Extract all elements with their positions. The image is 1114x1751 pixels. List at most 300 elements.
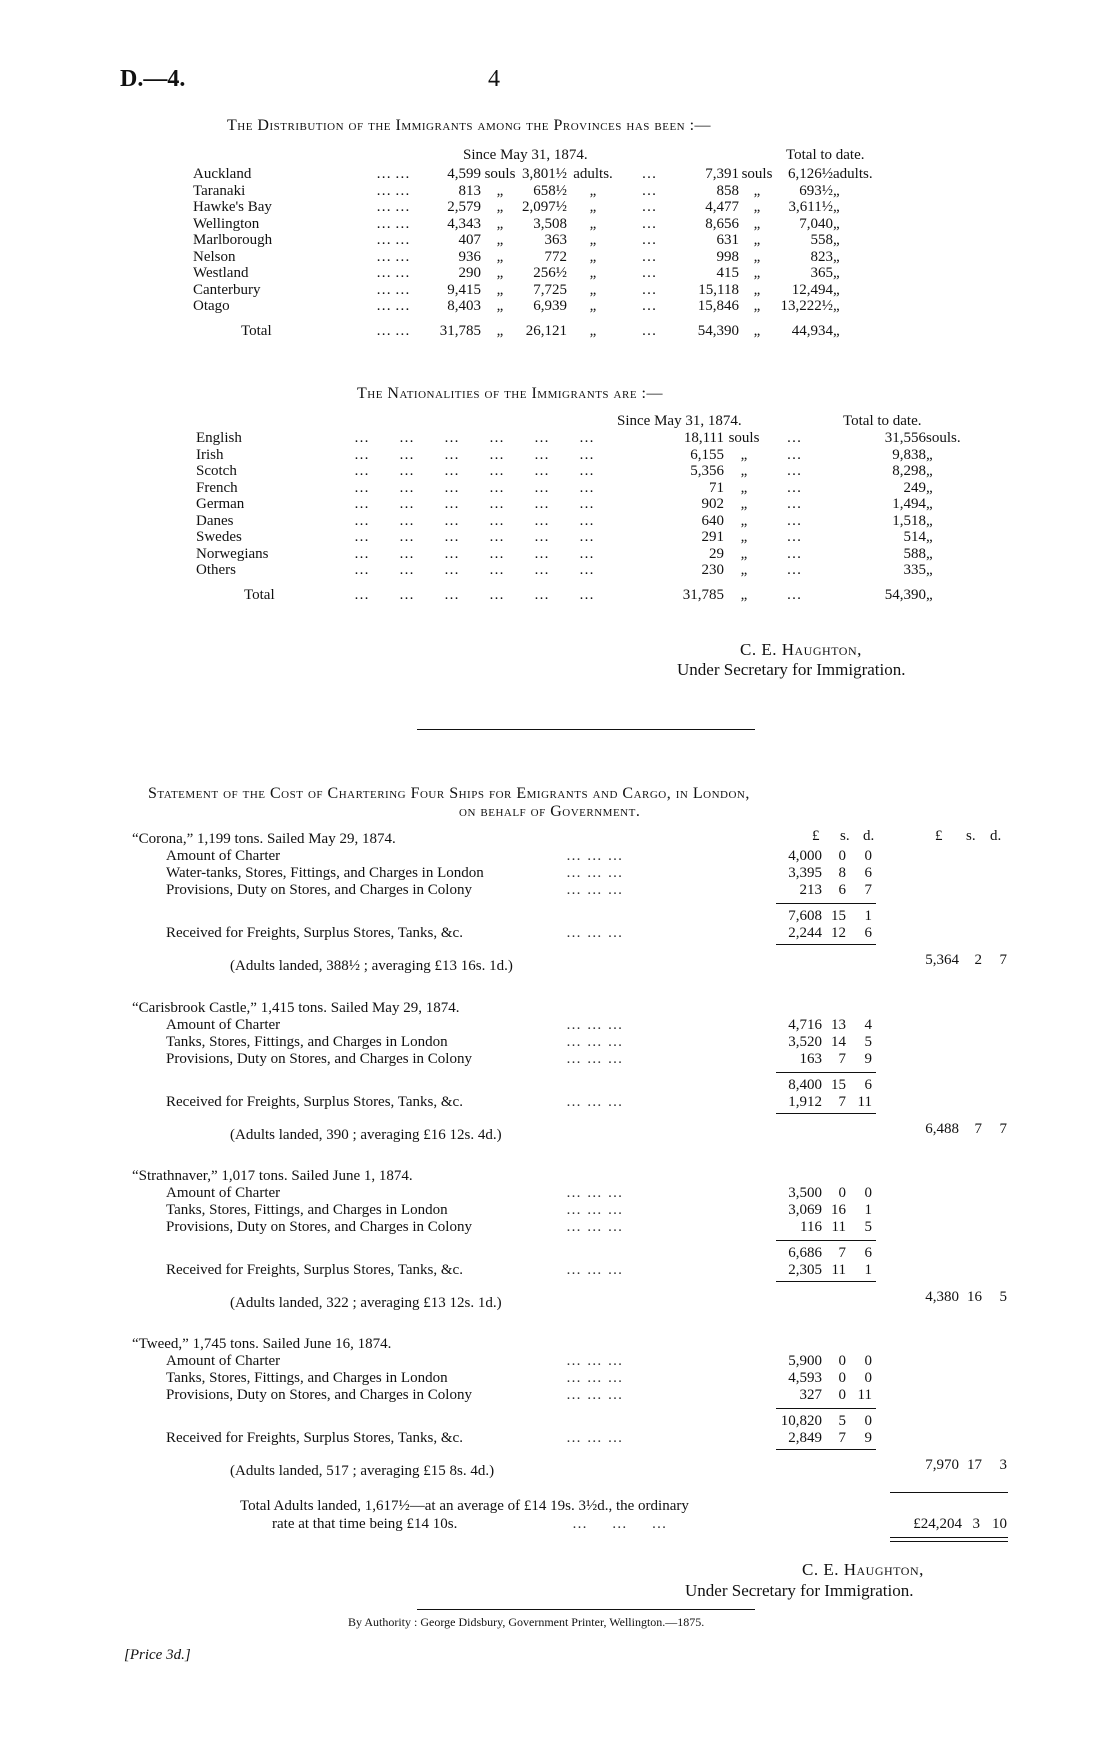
since-unit: „ (740, 479, 748, 496)
adults-landed-note: (Adults landed, 517 ; averaging £15 8s. 4d.) (230, 1463, 495, 1479)
since-unit: „ (496, 281, 504, 298)
since-unit: „ (740, 512, 748, 529)
net-pounds: 7,970 (925, 1457, 959, 1473)
cost-item-label: Provisions, Duty on Stores, and Charges in Colony (166, 882, 472, 898)
net-pence: 7 (999, 1121, 1007, 1137)
received-label: Received for Freights, Surplus Stores, Tanks, &c. (166, 1430, 463, 1446)
cost-item-pence: 0 (864, 1353, 872, 1369)
cost-item-label: Tanks, Stores, Fittings, and Charges in London (166, 1370, 448, 1386)
cost-item-shillings: 0 (838, 1370, 846, 1386)
leader-dots: … (786, 430, 802, 446)
page-number: 4 (488, 66, 500, 92)
leader-dots: … (641, 281, 657, 298)
price: [Price 3d.] (124, 1647, 191, 1663)
leader-dots: … … … … … … (354, 479, 594, 496)
since-adults: 3,508 (533, 215, 567, 232)
t-unit: „ (753, 215, 761, 232)
leader-dots: … … (376, 215, 410, 232)
subtotal-pence: 1 (864, 908, 872, 924)
subtotal-rule (776, 903, 876, 904)
since-unit: „ (740, 562, 748, 578)
cost-item-pounds: 4,716 (788, 1017, 822, 1033)
subtotal-shillings: 15 (831, 908, 846, 924)
t-unit2: „ (833, 323, 840, 340)
since-unit2: „ (589, 199, 597, 215)
subtotal-shillings: 5 (838, 1413, 846, 1429)
province-name: Total (241, 323, 272, 340)
nationality-name: Swedes (196, 529, 242, 545)
cost-item-pounds: 5,900 (788, 1353, 822, 1369)
nationality-name: Irish (196, 446, 224, 463)
t-adults: 44,934 (791, 323, 833, 340)
cost-item-pence: 5 (864, 1034, 872, 1050)
since-unit2: „ (589, 232, 597, 248)
t-unit2: „ (833, 265, 840, 281)
received-pence: 1 (864, 1262, 872, 1278)
cost-item-shillings: 0 (838, 1353, 846, 1369)
leader-dots: … … … (566, 882, 624, 898)
leader-dots: … … … (566, 1370, 624, 1386)
since-value: 31,785 (682, 587, 724, 604)
nationality-row (196, 546, 972, 563)
received-rule (776, 944, 876, 945)
total-unit: „ (926, 479, 933, 496)
t-souls: 998 (716, 248, 739, 265)
cost-item-pence: 9 (864, 1051, 872, 1067)
leader-dots: … … … (566, 865, 624, 881)
cost-item-pounds: 163 (799, 1051, 822, 1067)
subtotal-pence: 0 (864, 1413, 872, 1429)
total-adults-line2: rate at that time being £14 10s. (272, 1516, 458, 1532)
t-souls: 8,656 (705, 215, 739, 232)
leader-dots: … … … (566, 1430, 624, 1446)
t-unit2: „ (833, 248, 840, 265)
since-souls: 8,403 (447, 298, 481, 314)
signature-title: Under Secretary for Immigration. (677, 660, 906, 679)
t-unit2: „ (833, 232, 840, 248)
received-shillings: 11 (831, 1262, 846, 1278)
total-value: 588 (903, 545, 926, 562)
nationalities-table (196, 430, 972, 613)
t-adults: 823 (810, 248, 833, 265)
distribution-row (193, 232, 889, 249)
cost-item-pounds: 4,000 (788, 848, 822, 864)
nationality-row (196, 562, 972, 579)
since-souls: 407 (458, 232, 481, 248)
received-pounds: 2,244 (788, 925, 822, 941)
leader-dots: … … (376, 199, 410, 215)
subtotal-pounds: 10,820 (780, 1413, 822, 1429)
since-unit: „ (496, 215, 504, 232)
leader-dots: … … (376, 232, 410, 248)
total-unit: „ (926, 496, 933, 512)
col-head-pounds-2: £ (935, 828, 943, 844)
nationality-name: German (196, 496, 245, 512)
received-rule (776, 1449, 876, 1450)
total-value: 1,494 (892, 496, 926, 512)
distribution-row (193, 265, 889, 282)
signature-name: C. E. Haughton, (740, 640, 862, 659)
total-unit: „ (926, 562, 933, 578)
col-head-pence: d. (863, 828, 875, 844)
adults-landed-note: (Adults landed, 322 ; averaging £13 12s. 1d.) (230, 1295, 502, 1311)
leader-dots: … (786, 529, 802, 545)
t-adults: 7,040 (799, 215, 833, 232)
net-shillings: 2 (974, 952, 982, 968)
since-unit: „ (496, 232, 504, 248)
t-souls: 858 (716, 182, 739, 199)
grand-total-shillings: 3 (972, 1516, 980, 1532)
leader-dots: … (786, 446, 802, 463)
since-unit2: „ (589, 265, 597, 281)
cost-item-shillings: 0 (838, 1387, 846, 1403)
province-name: Nelson (193, 248, 236, 265)
subtotal-pence: 6 (864, 1245, 872, 1261)
t-unit: „ (753, 281, 761, 298)
since-unit2: „ (589, 281, 597, 298)
t-unit2: „ (833, 281, 840, 298)
t-unit2: „ (833, 215, 840, 232)
since-adults: 256½ (533, 265, 567, 281)
received-shillings: 7 (838, 1430, 846, 1446)
t-adults: 12,494 (791, 281, 833, 298)
leader-dots: … … … (566, 1202, 624, 1218)
t-souls: 631 (716, 232, 739, 248)
section-divider (417, 729, 755, 730)
leader-dots: … … (376, 265, 410, 281)
since-adults: 658½ (533, 182, 567, 199)
net-pence: 7 (999, 952, 1007, 968)
since-unit: „ (740, 529, 748, 545)
since-unit2: „ (589, 298, 597, 314)
leader-dots: … … … … … … (354, 430, 594, 446)
leader-dots: … … … … … … (354, 512, 594, 529)
leader-dots: … (641, 323, 657, 340)
t-unit2: „ (833, 182, 840, 199)
nationality-row (196, 430, 972, 447)
t-souls: 4,477 (705, 199, 739, 215)
total-unit: souls. (926, 430, 961, 446)
cost-item-pounds: 3,520 (788, 1034, 822, 1050)
since-adults: 772 (544, 248, 567, 265)
col-head-shillings: s. (840, 828, 850, 844)
since-unit: „ (496, 298, 504, 314)
since-souls: 2,579 (447, 199, 481, 215)
cost-item-pounds: 3,395 (788, 865, 822, 881)
net-shillings: 16 (967, 1289, 982, 1305)
cost-item-shillings: 7 (838, 1051, 846, 1067)
cost-item-label: Amount of Charter (166, 848, 281, 864)
cost-item-pence: 5 (864, 1219, 872, 1235)
received-pence: 11 (857, 1094, 872, 1110)
cost-item-pounds: 3,500 (788, 1185, 822, 1201)
leader-dots: … … … (566, 1353, 624, 1369)
t-unit: souls (741, 166, 773, 182)
cost-item-pounds: 4,593 (788, 1370, 822, 1386)
cost-item-pence: 1 (864, 1202, 872, 1218)
subtotal-shillings: 7 (838, 1245, 846, 1261)
adults-landed-note: (Adults landed, 388½ ; averaging £13 16s. 1d.) (230, 958, 513, 974)
received-shillings: 7 (838, 1094, 846, 1110)
subtotal-rule (776, 1072, 876, 1073)
province-name: Auckland (193, 166, 252, 182)
grand-total-rule (890, 1492, 1008, 1493)
since-unit: „ (496, 323, 504, 340)
t-unit: „ (753, 265, 761, 281)
since-value: 29 (709, 545, 724, 562)
total-value: 31,556 (884, 430, 926, 446)
t-unit2: adults. (833, 166, 873, 182)
statement-title: Statement of the Cost of Chartering Four Ships for Emigrants and Cargo, in London, (148, 785, 750, 802)
col-head-shillings-2: s. (966, 828, 976, 844)
since-unit2: „ (589, 215, 597, 232)
received-rule (776, 1281, 876, 1282)
since-value: 902 (701, 496, 724, 512)
total-value: 54,390 (884, 587, 926, 604)
total-unit: „ (926, 587, 933, 604)
province-name: Wellington (193, 215, 260, 232)
leader-dots: … (786, 545, 802, 562)
grand-total-pence: 10 (992, 1516, 1007, 1532)
distribution-table (193, 166, 889, 349)
adults-landed-note: (Adults landed, 390 ; averaging £16 12s. 4d.) (230, 1127, 502, 1143)
total-value: 8,298 (892, 463, 926, 479)
since-unit: „ (496, 265, 504, 281)
since-souls: 9,415 (447, 281, 481, 298)
net-pounds: 4,380 (925, 1289, 959, 1305)
received-pounds: 2,305 (788, 1262, 822, 1278)
t-unit: „ (753, 298, 761, 314)
leader-dots: … … … (566, 1051, 624, 1067)
net-shillings: 17 (967, 1457, 982, 1473)
nationality-name: Others (196, 562, 236, 578)
distribution-row (193, 183, 889, 200)
statement-subtitle: on behalf of Government. (459, 803, 641, 820)
total-value: 514 (903, 529, 926, 545)
t-unit: „ (753, 248, 761, 265)
received-pence: 6 (864, 925, 872, 941)
t-unit: „ (753, 323, 761, 340)
leader-dots: … … (376, 281, 410, 298)
cost-item-shillings: 0 (838, 848, 846, 864)
signature-name-2: C. E. Haughton, (802, 1560, 924, 1579)
province-name: Otago (193, 298, 230, 314)
ship-heading: “Tweed,” 1,745 tons. Sailed June 16, 1874. (132, 1336, 392, 1352)
grand-total-double-rule (890, 1537, 1008, 1542)
leader-dots: … … … … … … (354, 496, 594, 512)
total-unit: „ (926, 529, 933, 545)
since-souls: 4,599 (447, 166, 481, 182)
since-unit2: „ (589, 248, 597, 265)
cost-item-shillings: 13 (831, 1017, 846, 1033)
received-label: Received for Freights, Surplus Stores, Tanks, &c. (166, 1094, 463, 1110)
cost-item-label: Tanks, Stores, Fittings, and Charges in London (166, 1202, 448, 1218)
cost-item-pounds: 116 (800, 1219, 822, 1235)
cost-item-pounds: 327 (799, 1387, 822, 1403)
t-unit2: „ (833, 199, 840, 215)
since-unit: souls (484, 166, 516, 182)
subtotal-pounds: 7,608 (788, 908, 822, 924)
signature-title-2: Under Secretary for Immigration. (685, 1581, 914, 1600)
t-adults: 558 (810, 232, 833, 248)
nationality-name: Total (244, 587, 275, 604)
document-reference: D.—4. (120, 66, 186, 92)
province-name: Hawke's Bay (193, 199, 272, 215)
since-unit2: „ (589, 323, 597, 340)
received-label: Received for Freights, Surplus Stores, Tanks, &c. (166, 1262, 463, 1278)
t-souls: 415 (716, 265, 739, 281)
subtotal-pence: 6 (864, 1077, 872, 1093)
leader-dots: … … … (566, 1017, 624, 1033)
subtotal-rule (776, 1408, 876, 1409)
since-unit: „ (496, 248, 504, 265)
cost-item-shillings: 11 (831, 1219, 846, 1235)
nationality-total-row (196, 579, 972, 613)
cost-item-label: Provisions, Duty on Stores, and Charges in Colony (166, 1051, 472, 1067)
nationalities-title: The Nationalities of the Immigrants are :— (357, 385, 663, 402)
col-head-pounds: £ (812, 828, 820, 844)
leader-dots: … (786, 562, 802, 578)
leader-dots: … (786, 463, 802, 479)
t-unit: „ (753, 182, 761, 199)
since-adults: 26,121 (525, 323, 567, 340)
t-souls: 15,846 (697, 298, 739, 314)
distribution-row (193, 282, 889, 299)
since-unit: „ (496, 182, 504, 199)
received-pounds: 1,912 (788, 1094, 822, 1110)
distribution-row (193, 166, 889, 183)
since-unit: souls (728, 430, 760, 446)
t-unit: „ (753, 199, 761, 215)
distribution-row (193, 298, 889, 315)
distribution-row (193, 216, 889, 233)
grand-total-pounds: £24,204 (913, 1516, 962, 1532)
leader-dots: … (641, 166, 657, 182)
leader-dots: … (786, 512, 802, 529)
t-adults: 6,126½ (788, 166, 833, 182)
cost-item-pence: 0 (864, 1370, 872, 1386)
nationality-name: Norwegians (196, 545, 269, 562)
nationality-row (196, 447, 972, 464)
nationality-row (196, 529, 972, 546)
nationality-name: English (196, 430, 242, 446)
leader-dots: … (641, 265, 657, 281)
leader-dots: … … (376, 166, 410, 182)
leader-dots: … … … (566, 1034, 624, 1050)
leader-dots: … … (376, 182, 410, 199)
cost-item-pence: 4 (864, 1017, 872, 1033)
net-pence: 3 (999, 1457, 1007, 1473)
printer-authority: By Authority : George Didsbury, Government Printer, Wellington.—1875. (348, 1615, 705, 1629)
since-souls: 31,785 (439, 323, 481, 340)
leader-dots: … … … (572, 1516, 668, 1532)
subtotal-pounds: 6,686 (788, 1245, 822, 1261)
cost-item-label: Provisions, Duty on Stores, and Charges in Colony (166, 1219, 472, 1235)
received-label: Received for Freights, Surplus Stores, Tanks, &c. (166, 925, 463, 941)
since-unit: „ (740, 545, 748, 562)
leader-dots: … … … … … … (354, 529, 594, 545)
distribution-row (193, 249, 889, 266)
leader-dots: … … … (566, 925, 624, 941)
leader-dots: … (641, 215, 657, 232)
province-name: Canterbury (193, 281, 261, 298)
province-name: Westland (193, 265, 249, 281)
net-pence: 5 (999, 1289, 1007, 1305)
since-value: 6,155 (690, 446, 724, 463)
leader-dots: … … … (566, 848, 624, 864)
t-adults: 3,611½ (788, 199, 833, 215)
since-value: 5,356 (690, 463, 724, 479)
distribution-total-row (193, 315, 889, 349)
since-value: 291 (701, 529, 724, 545)
cost-item-shillings: 14 (831, 1034, 846, 1050)
distribution-title: The Distribution of the Immigrants among the Provinces has been :— (227, 117, 712, 134)
cost-item-shillings: 6 (838, 882, 846, 898)
t-adults: 13,222½ (780, 298, 833, 314)
since-value: 230 (701, 562, 724, 578)
since-adults: 7,725 (533, 281, 567, 298)
nationality-name: French (196, 479, 238, 496)
leader-dots: … … … (566, 1387, 624, 1403)
cost-item-pounds: 3,069 (788, 1202, 822, 1218)
nationality-name: Scotch (196, 463, 237, 479)
since-unit: „ (740, 446, 748, 463)
leader-dots: … (641, 199, 657, 215)
since-souls: 936 (458, 248, 481, 265)
leader-dots: … … … (566, 1262, 624, 1278)
cost-item-label: Amount of Charter (166, 1017, 281, 1033)
cost-item-shillings: 8 (838, 865, 846, 881)
cost-item-label: Water-tanks, Stores, Fittings, and Charges in London (166, 865, 484, 881)
ship-heading: “Strathnaver,” 1,017 tons. Sailed June 1, 1874. (132, 1168, 413, 1184)
leader-dots: … (786, 479, 802, 496)
leader-dots: … (641, 182, 657, 199)
since-unit2: „ (589, 182, 597, 199)
total-unit: „ (926, 446, 933, 463)
received-rule (776, 1113, 876, 1114)
subtotal-shillings: 15 (831, 1077, 846, 1093)
subtotal-rule (776, 1240, 876, 1241)
subtotal-pounds: 8,400 (788, 1077, 822, 1093)
leader-dots: … (641, 232, 657, 248)
since-adults: 3,801½ (522, 166, 567, 182)
t-souls: 7,391 (705, 166, 739, 182)
ship-heading: “Carisbrook Castle,” 1,415 tons. Sailed May 29, 1874. (132, 1000, 460, 1016)
nationality-row (196, 513, 972, 530)
received-pence: 9 (864, 1430, 872, 1446)
cost-item-label: Amount of Charter (166, 1353, 281, 1369)
since-souls: 290 (458, 265, 481, 281)
cost-item-pounds: 213 (799, 882, 822, 898)
leader-dots: … … … … … … (354, 587, 594, 604)
leader-dots: … … … … … … (354, 545, 594, 562)
since-value: 18,111 (683, 430, 724, 446)
since-adults: 2,097½ (522, 199, 567, 215)
since-unit: „ (740, 587, 748, 604)
since-souls: 4,343 (447, 215, 481, 232)
cost-item-pence: 0 (864, 848, 872, 864)
province-name: Taranaki (193, 182, 246, 199)
total-value: 249 (903, 479, 926, 496)
total-value: 9,838 (892, 446, 926, 463)
leader-dots: … … … (566, 1219, 624, 1235)
ship-heading: “Corona,” 1,199 tons. Sailed May 29, 1874. (132, 831, 396, 847)
cost-item-label: Tanks, Stores, Fittings, and Charges in London (166, 1034, 448, 1050)
total-unit: „ (926, 545, 933, 562)
leader-dots: … … … … … … (354, 562, 594, 578)
net-shillings: 7 (974, 1121, 982, 1137)
leader-dots: … … … (566, 1094, 624, 1110)
